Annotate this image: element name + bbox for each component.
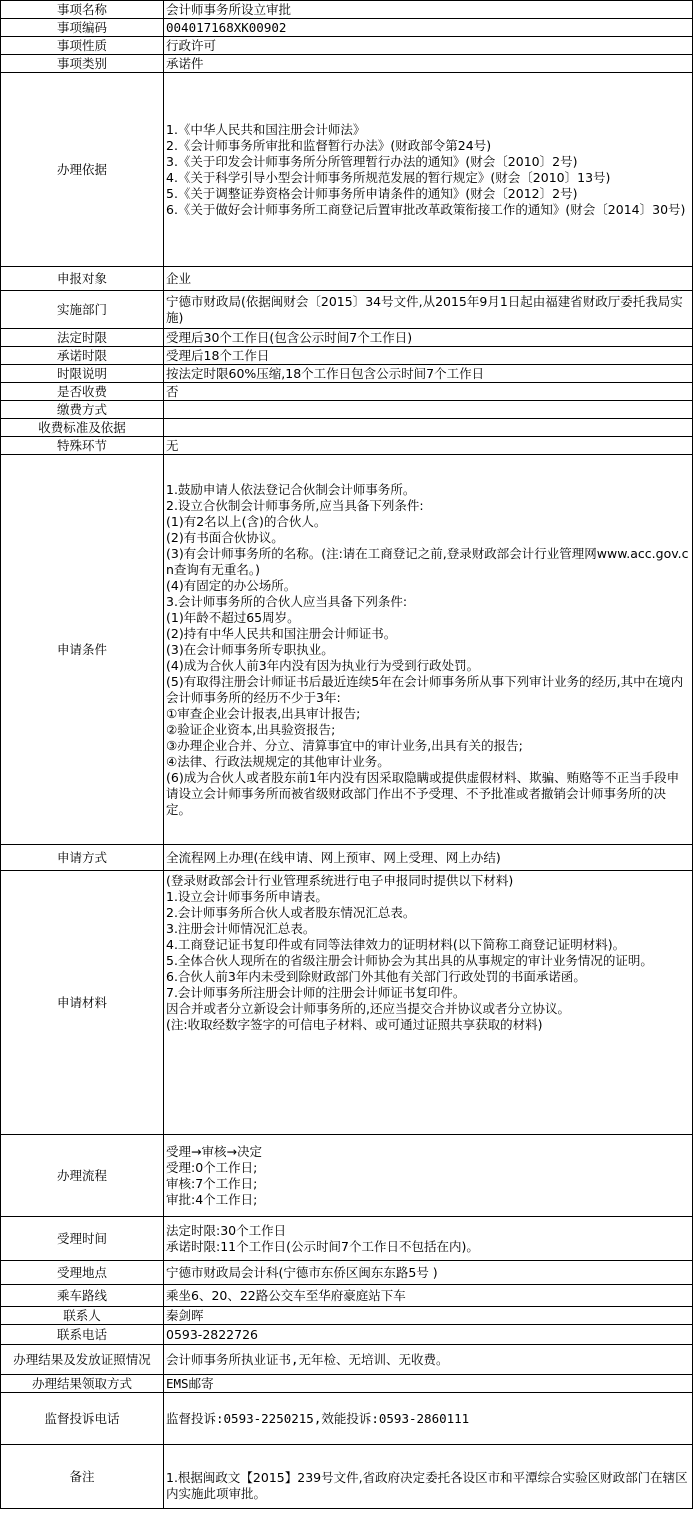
value-line: 2.《会计师事务所审批和监督暂行办法》(财政部令第24号): [166, 137, 492, 153]
row-process-flow: [1, 1135, 693, 1217]
value-line: 6.《关于做好会计师事务所工商登记后置审批改革政策衔接工作的通知》(财会〔2014〕30号): [166, 201, 686, 217]
field-label: 事项编码: [1, 19, 164, 37]
field-value: [164, 291, 693, 329]
value-line: 6.合伙人前3年内未受到除财政部门外其他有关部门行政处罚的书面承诺函。: [166, 969, 586, 984]
value-line: 1.鼓励申请人依法登记合伙制会计师事务所。: [166, 481, 416, 497]
row-legal-basis: [1, 73, 693, 267]
value-line: [166, 420, 690, 436]
value-line: 审核:7个工作日;: [166, 1175, 258, 1191]
field-value: [164, 73, 693, 267]
value-line: 1.根据闽政文【2015】239号文件,省政府决定委托各设区市和平潭综合实验区财政部门在辖区内实施此项审批。: [166, 1470, 688, 1501]
value-line: (4)成为合伙人前3年内没有因为执业行为受到行政处罚。: [166, 657, 480, 673]
value-line: (3)在会计师事务所专职执业。: [166, 641, 334, 657]
field-label: 监督投诉电话: [1, 1393, 164, 1445]
value-line: 全流程网上办理(在线申请、网上预审、网上受理、网上办结): [166, 849, 501, 865]
value-line: (登录财政部会计行业管理系统进行电子申报同时提供以下材料): [166, 873, 514, 888]
field-label: 申请材料: [1, 871, 164, 1135]
field-label: 法定时限: [1, 329, 164, 347]
value-line: 3.《关于印发会计师事务所分所管理暂行办法的通知》(财会〔2010〕2号): [166, 153, 578, 169]
field-label: 乘车路线: [1, 1285, 164, 1307]
value-line: 4.《关于科学引导小型会计师事务所规范发展的暂行规定》(财会〔2010〕13号): [166, 169, 611, 185]
field-label: 申请条件: [1, 455, 164, 845]
value-line: 1.《中华人民共和国注册会计师法》: [166, 121, 366, 137]
value-line: 行政许可: [166, 37, 217, 53]
field-label: 备注: [1, 1445, 164, 1509]
value-line: 按法定时限60%压缩,18个工作日包含公示时间7个工作日: [166, 365, 485, 381]
field-label: 办理结果及发放证照情况: [1, 1345, 164, 1375]
value-line: 0593-2822726: [166, 1326, 258, 1342]
row-remarks: [1, 1445, 693, 1509]
value-line: 宁德市财政局(依据闽财会〔2015〕34号文件,从2015年9月1日起由福建省财政厅委托我局实施): [166, 293, 683, 325]
value-line: [166, 402, 690, 418]
row-item-nature: [1, 37, 693, 55]
row-fee-standard: [1, 419, 693, 437]
row-item-category: [1, 55, 693, 73]
row-special-steps: [1, 437, 693, 455]
field-value: [164, 1, 693, 19]
value-line: 4.工商登记证书复印件或有同等法律效力的证明材料(以下简称工商登记证明材料)。: [166, 937, 626, 952]
row-result-pickup-method: [1, 1375, 693, 1393]
field-value: [164, 401, 693, 419]
value-line: 7.会计师事务所注册会计师的注册会计师证书复印件。: [166, 985, 466, 1000]
value-line: 审批:4个工作日;: [166, 1191, 258, 1207]
value-line: 会计师事务所设立审批: [166, 1, 292, 17]
field-label: 办理依据: [1, 73, 164, 267]
value-line: ①审查企业会计报表,出具审计报告;: [166, 705, 361, 721]
row-acceptance-place: [1, 1261, 693, 1285]
value-line: (6)成为合伙人或者股东前1年内没有因采取隐瞒或提供虚假材料、欺骗、贿赂等不正当手段申请设立会计师事务所而被省级财政部门作出不予受理、不予批准或者撤销会计师事务所的决定。: [166, 769, 680, 817]
value-line: 2.设立合伙制会计师事务所,应当具备下列条件:: [166, 497, 424, 513]
value-line: 法定时限:30个工作日: [166, 1222, 287, 1238]
field-value: [164, 1393, 693, 1445]
value-line: 受理→审核→决定: [166, 1143, 262, 1159]
value-line: (注:收取经数字签字的可信电子材料、或可通过证照共享获取的材料): [166, 1017, 543, 1032]
field-label: 实施部门: [1, 291, 164, 329]
row-acceptance-time: [1, 1217, 693, 1261]
field-value: [164, 1135, 693, 1217]
row-applicant-type: [1, 267, 693, 291]
row-time-limit-note: [1, 365, 693, 383]
row-promised-time-limit: [1, 347, 693, 365]
field-value: [164, 1375, 693, 1393]
row-application-materials: [1, 871, 693, 1135]
field-label: 联系人: [1, 1307, 164, 1325]
field-label: 受理地点: [1, 1261, 164, 1285]
row-bus-route: [1, 1285, 693, 1307]
field-value: [164, 37, 693, 55]
value-line: 受理后30个工作日(包含公示时间7个工作日): [166, 329, 413, 345]
value-line: ③办理企业合并、分立、清算事宜中的审计业务,出具有关的报告;: [166, 737, 523, 753]
value-line: 004017168XK00902: [166, 19, 287, 35]
field-value: [164, 1261, 693, 1285]
field-label: 是否收费: [1, 383, 164, 401]
row-is-charged: [1, 383, 693, 401]
field-value: [164, 871, 693, 1135]
value-line: 否: [166, 383, 179, 399]
row-result-and-license: [1, 1345, 693, 1375]
value-line: 3.注册会计师情况汇总表。: [166, 921, 316, 936]
value-line: 5.全体合伙人现所在的省级注册会计师协会为其出具的从事规定的审计业务情况的证明。: [166, 953, 653, 968]
value-line: 因合并或者分立新设会计师事务所的,还应当提交合并协议或者分立协议。: [166, 1001, 570, 1016]
field-label: 办理结果领取方式: [1, 1375, 164, 1393]
field-label: 申请方式: [1, 845, 164, 871]
row-application-method: [1, 845, 693, 871]
value-line: 会计师事务所执业证书,无年检、无培训、无收费。: [166, 1351, 449, 1367]
value-line: 乘坐6、20、22路公交车至华府豪庭站下车: [166, 1287, 406, 1303]
field-label: 申报对象: [1, 267, 164, 291]
value-line: (2)有书面合伙协议。: [166, 529, 284, 545]
value-line: ②验证企业资本,出具验资报告;: [166, 721, 336, 737]
field-value: [164, 1285, 693, 1307]
field-label: 事项性质: [1, 37, 164, 55]
value-line: (4)有固定的办公场所。: [166, 577, 297, 593]
row-contact-phone: [1, 1325, 693, 1345]
field-value: [164, 347, 693, 365]
value-line: (2)持有中华人民共和国注册会计师证书。: [166, 625, 397, 641]
value-line: 监督投诉:0593-2250215,效能投诉:0593-2860111: [166, 1410, 470, 1426]
value-line: 承诺时限:11个工作日(公示时间7个工作日不包括在内)。: [166, 1238, 479, 1254]
value-line: 5.《关于调整证券资格会计师事务所申请条件的通知》(财会〔2012〕2号): [166, 185, 578, 201]
value-line: 宁德市财政局会计科(宁德市东侨区闽东东路5号 ): [166, 1264, 438, 1280]
row-contact-person: [1, 1307, 693, 1325]
field-value: [164, 55, 693, 73]
value-line: 企业: [166, 270, 192, 286]
field-label: 收费标准及依据: [1, 419, 164, 437]
field-label: 缴费方式: [1, 401, 164, 419]
field-value: [164, 1307, 693, 1325]
row-item-name: [1, 1, 693, 19]
field-value: [164, 1217, 693, 1261]
value-line: 受理后18个工作日: [166, 347, 270, 363]
value-line: 秦剑晖: [166, 1307, 204, 1323]
value-line: 3.会计师事务所的合伙人应当具备下列条件:: [166, 593, 408, 609]
field-label: 特殊环节: [1, 437, 164, 455]
value-line: EMS邮寄: [166, 1375, 214, 1391]
value-line: 1.设立会计师事务所申请表。: [166, 889, 328, 904]
value-line: 无: [166, 437, 179, 453]
field-label: 事项名称: [1, 1, 164, 19]
field-value: [164, 267, 693, 291]
field-value: [164, 455, 693, 845]
field-value: [164, 1445, 693, 1509]
value-line: (1)有2名以上(含)的合伙人。: [166, 513, 327, 529]
row-legal-time-limit: [1, 329, 693, 347]
field-value: [164, 845, 693, 871]
row-implementing-dept: [1, 291, 693, 329]
row-payment-method: [1, 401, 693, 419]
value-line: 受理:0个工作日;: [166, 1159, 258, 1175]
field-label: 联系电话: [1, 1325, 164, 1345]
field-label: 受理时间: [1, 1217, 164, 1261]
field-value: [164, 383, 693, 401]
field-value: [164, 19, 693, 37]
field-value: [164, 329, 693, 347]
row-application-conditions: [1, 455, 693, 845]
field-label: 时限说明: [1, 365, 164, 383]
value-line: ④法律、行政法规规定的其他审计业务。: [166, 753, 390, 769]
field-value: [164, 365, 693, 383]
row-complaint-phone: [1, 1393, 693, 1445]
field-label: 事项类别: [1, 55, 164, 73]
value-line: (3)有会计师事务所的名称。(注:请在工商登记之前,登录财政部会计行业管理网www.acc.gov.cn查询有无重名。): [166, 545, 689, 577]
value-line: 2.会计师事务所合伙人或者股东情况汇总表。: [166, 905, 416, 920]
row-item-code: [1, 19, 693, 37]
value-line: 承诺件: [166, 55, 204, 71]
field-value: [164, 419, 693, 437]
value-line: (1)年龄不超过65周岁。: [166, 609, 300, 625]
field-value: [164, 1345, 693, 1375]
field-label: 承诺时限: [1, 347, 164, 365]
field-value: [164, 437, 693, 455]
field-value: [164, 1325, 693, 1345]
value-line: (5)有取得注册会计师证书后最近连续5年在会计师事务所从事下列审计业务的经历,其中在境内会计师事务所的经历不少于3年:: [166, 673, 684, 705]
field-label: 办理流程: [1, 1135, 164, 1217]
